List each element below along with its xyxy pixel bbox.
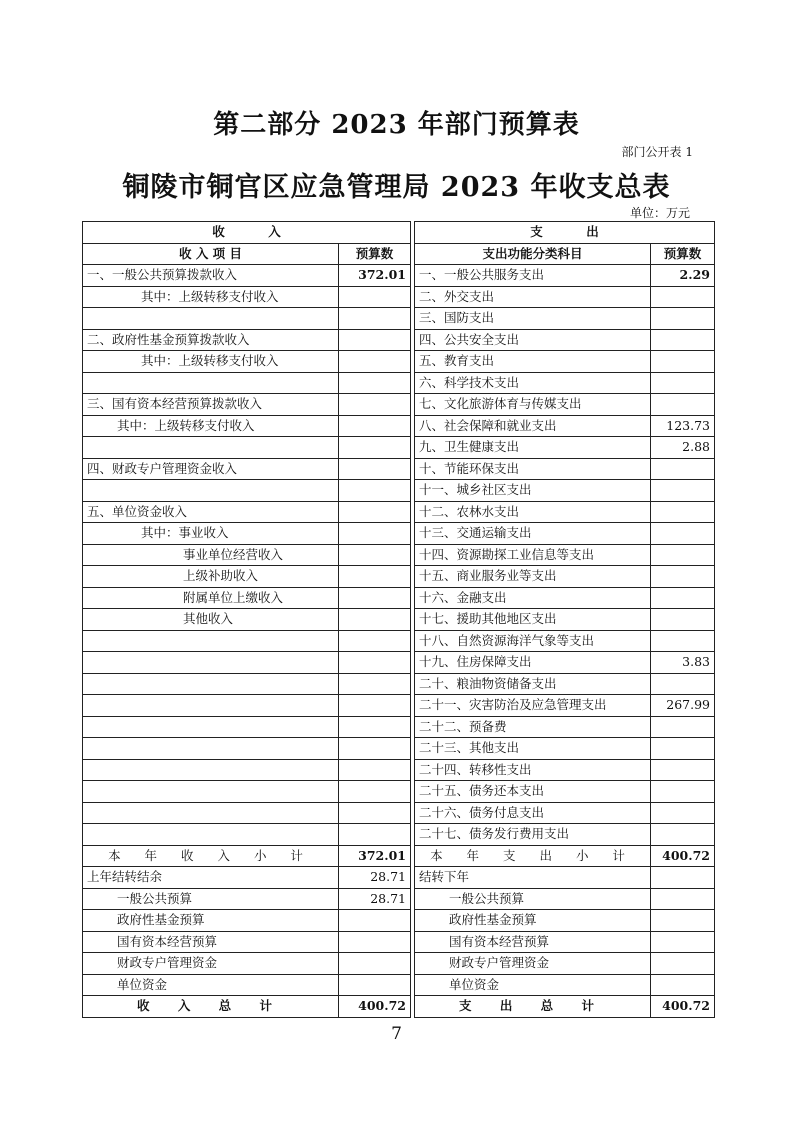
income-amount xyxy=(339,953,411,975)
expense-item: 五、教育支出 xyxy=(415,351,651,373)
income-amount xyxy=(339,910,411,932)
expense-item: 十四、资源勘探工业信息等支出 xyxy=(415,544,651,566)
expense-amount xyxy=(651,329,715,351)
table-row xyxy=(83,286,715,308)
total-row xyxy=(83,996,715,1018)
expense-amount xyxy=(651,372,715,394)
income-amount xyxy=(339,931,411,953)
expense-amount xyxy=(651,888,715,910)
income-item xyxy=(83,308,339,330)
expense-amount xyxy=(651,931,715,953)
income-item: 本 年 收 入 小 计 xyxy=(83,845,339,867)
income-item: 事业单位经营收入 xyxy=(83,544,339,566)
table-row xyxy=(83,544,715,566)
expense-item: 三、国防支出 xyxy=(415,308,651,330)
page-number: 7 xyxy=(391,1024,402,1044)
expense-amount xyxy=(651,974,715,996)
expense-amount xyxy=(651,802,715,824)
income-amount xyxy=(339,437,411,459)
expense-amount xyxy=(651,501,715,523)
income-item: 其中：事业收入 xyxy=(83,523,339,545)
expense-amount xyxy=(651,587,715,609)
carry-row xyxy=(83,910,715,932)
income-amount xyxy=(339,544,411,566)
income-amount: 28.71 xyxy=(339,888,411,910)
income-item xyxy=(83,738,339,760)
table-row xyxy=(83,609,715,631)
expense-item: 七、文化旅游体育与传媒支出 xyxy=(415,394,651,416)
table-row xyxy=(83,824,715,846)
expense-amount-header: 预算数 xyxy=(651,243,715,265)
income-item: 二、政府性基金预算拨款收入 xyxy=(83,329,339,351)
income-amount xyxy=(339,394,411,416)
carry-row xyxy=(83,931,715,953)
expense-amount: 123.73 xyxy=(651,415,715,437)
page-title: 铜陵市铜官区应急管理局 2023 年收支总表 xyxy=(122,172,671,203)
income-amount xyxy=(339,652,411,674)
income-item xyxy=(83,695,339,717)
income-amount xyxy=(339,759,411,781)
expense-amount xyxy=(651,953,715,975)
table-number: 部门公开表 1 xyxy=(621,145,693,159)
expense-item: 八、社会保障和就业支出 xyxy=(415,415,651,437)
income-header: 收 入 xyxy=(83,222,411,244)
expense-item: 一般公共预算 xyxy=(415,888,651,910)
income-amount xyxy=(339,566,411,588)
income-amount xyxy=(339,480,411,502)
income-item: 五、单位资金收入 xyxy=(83,501,339,523)
income-item xyxy=(83,437,339,459)
expense-item: 十一、城乡社区支出 xyxy=(415,480,651,502)
expense-item: 一、一般公共服务支出 xyxy=(415,265,651,287)
income-item: 其中：上级转移支付收入 xyxy=(83,286,339,308)
expense-item: 国有资本经营预算 xyxy=(415,931,651,953)
income-amount xyxy=(339,523,411,545)
income-amount xyxy=(339,415,411,437)
expense-header: 支 出 xyxy=(415,222,715,244)
income-item xyxy=(83,716,339,738)
income-item xyxy=(83,759,339,781)
income-item: 三、国有资本经营预算拨款收入 xyxy=(83,394,339,416)
table-row xyxy=(83,394,715,416)
expense-amount xyxy=(651,781,715,803)
table-row xyxy=(83,716,715,738)
table-row xyxy=(83,695,715,717)
income-item: 财政专户管理资金 xyxy=(83,953,339,975)
income-item xyxy=(83,673,339,695)
income-item: 政府性基金预算 xyxy=(83,910,339,932)
expense-item: 十、节能环保支出 xyxy=(415,458,651,480)
expense-item-header: 支出功能分类科目 xyxy=(415,243,651,265)
expense-item: 六、科学技术支出 xyxy=(415,372,651,394)
income-item: 其中：上级转移支付收入 xyxy=(83,351,339,373)
income-item xyxy=(83,480,339,502)
expense-item: 二十七、债务发行费用支出 xyxy=(415,824,651,846)
carry-row xyxy=(83,953,715,975)
expense-amount xyxy=(651,523,715,545)
expense-amount: 267.99 xyxy=(651,695,715,717)
income-item: 上级补助收入 xyxy=(83,566,339,588)
carry-row xyxy=(83,888,715,910)
expense-item: 十三、交通运输支出 xyxy=(415,523,651,545)
table-row xyxy=(83,802,715,824)
expense-item: 单位资金 xyxy=(415,974,651,996)
expense-amount xyxy=(651,480,715,502)
expense-amount xyxy=(651,673,715,695)
income-item xyxy=(83,802,339,824)
income-amount xyxy=(339,372,411,394)
table-row xyxy=(83,415,715,437)
table-row xyxy=(83,501,715,523)
income-amount xyxy=(339,351,411,373)
expense-amount xyxy=(651,394,715,416)
expense-amount xyxy=(651,308,715,330)
table-subheader-row xyxy=(83,243,715,265)
expense-item: 十八、自然资源海洋气象等支出 xyxy=(415,630,651,652)
expense-item: 四、公共安全支出 xyxy=(415,329,651,351)
income-amount xyxy=(339,329,411,351)
table-row xyxy=(83,351,715,373)
expense-amount xyxy=(651,458,715,480)
carry-row xyxy=(83,974,715,996)
expense-amount: 2.29 xyxy=(651,265,715,287)
subtotal-row xyxy=(83,845,715,867)
expense-item: 十六、金融支出 xyxy=(415,587,651,609)
income-item xyxy=(83,630,339,652)
income-amount: 372.01 xyxy=(339,845,411,867)
income-item xyxy=(83,652,339,674)
income-item xyxy=(83,824,339,846)
income-item: 单位资金 xyxy=(83,974,339,996)
income-item-header: 收 入 项 目 xyxy=(83,243,339,265)
income-amount xyxy=(339,695,411,717)
part-title: 第二部分 2023 年部门预算表 xyxy=(213,110,580,140)
table-row xyxy=(83,329,715,351)
income-item: 国有资本经营预算 xyxy=(83,931,339,953)
income-item: 其中：上级转移支付收入 xyxy=(83,415,339,437)
income-amount-header: 预算数 xyxy=(339,243,411,265)
income-item: 收 入 总 计 xyxy=(83,996,339,1018)
income-amount xyxy=(339,501,411,523)
income-amount xyxy=(339,716,411,738)
expense-amount: 2.88 xyxy=(651,437,715,459)
expense-amount: 3.83 xyxy=(651,652,715,674)
expense-amount xyxy=(651,351,715,373)
income-item xyxy=(83,781,339,803)
income-item: 一、一般公共预算拨款收入 xyxy=(83,265,339,287)
table-row xyxy=(83,759,715,781)
expense-item: 二十五、债务还本支出 xyxy=(415,781,651,803)
income-item: 其他收入 xyxy=(83,609,339,631)
expense-amount: 400.72 xyxy=(651,845,715,867)
income-amount xyxy=(339,609,411,631)
income-amount: 372.01 xyxy=(339,265,411,287)
income-item: 一般公共预算 xyxy=(83,888,339,910)
expense-item: 二十二、预备费 xyxy=(415,716,651,738)
income-item: 附属单位上缴收入 xyxy=(83,587,339,609)
table-row xyxy=(83,587,715,609)
expense-item: 十九、住房保障支出 xyxy=(415,652,651,674)
expense-item: 十七、援助其他地区支出 xyxy=(415,609,651,631)
expense-item: 二十四、转移性支出 xyxy=(415,759,651,781)
expense-item: 结转下年 xyxy=(415,867,651,889)
expense-item: 十五、商业服务业等支出 xyxy=(415,566,651,588)
table-row xyxy=(83,673,715,695)
expense-item: 二、外交支出 xyxy=(415,286,651,308)
table-row xyxy=(83,523,715,545)
expense-item: 二十六、债务付息支出 xyxy=(415,802,651,824)
budget-table xyxy=(82,221,715,1018)
expense-amount xyxy=(651,759,715,781)
table-row xyxy=(83,566,715,588)
expense-amount xyxy=(651,566,715,588)
expense-amount xyxy=(651,867,715,889)
carry-row xyxy=(83,867,715,889)
table-row xyxy=(83,781,715,803)
unit-label: 单位：万元 xyxy=(629,206,690,220)
expense-item: 财政专户管理资金 xyxy=(415,953,651,975)
income-amount xyxy=(339,286,411,308)
income-item xyxy=(83,372,339,394)
table-row xyxy=(83,738,715,760)
table-row xyxy=(83,652,715,674)
table-row xyxy=(83,265,715,287)
expense-amount xyxy=(651,286,715,308)
expense-amount xyxy=(651,716,715,738)
income-amount xyxy=(339,458,411,480)
table-row xyxy=(83,308,715,330)
table-row xyxy=(83,480,715,502)
expense-item: 支 出 总 计 xyxy=(415,996,651,1018)
table-row xyxy=(83,630,715,652)
income-amount xyxy=(339,630,411,652)
table-row xyxy=(83,372,715,394)
expense-item: 二十一、灾害防治及应急管理支出 xyxy=(415,695,651,717)
expense-amount: 400.72 xyxy=(651,996,715,1018)
expense-amount xyxy=(651,824,715,846)
income-item: 上年结转结余 xyxy=(83,867,339,889)
income-amount xyxy=(339,781,411,803)
income-amount xyxy=(339,802,411,824)
expense-item: 本 年 支 出 小 计 xyxy=(415,845,651,867)
table-row xyxy=(83,458,715,480)
expense-amount xyxy=(651,910,715,932)
income-amount xyxy=(339,673,411,695)
income-amount xyxy=(339,587,411,609)
income-amount xyxy=(339,824,411,846)
income-amount xyxy=(339,738,411,760)
table-row xyxy=(83,437,715,459)
expense-amount xyxy=(651,738,715,760)
income-amount: 28.71 xyxy=(339,867,411,889)
income-amount: 400.72 xyxy=(339,996,411,1018)
expense-amount xyxy=(651,609,715,631)
expense-item: 十二、农林水支出 xyxy=(415,501,651,523)
table-header-row xyxy=(83,222,715,244)
income-item: 四、财政专户管理资金收入 xyxy=(83,458,339,480)
expense-item: 政府性基金预算 xyxy=(415,910,651,932)
income-amount xyxy=(339,308,411,330)
expense-item: 二十、粮油物资储备支出 xyxy=(415,673,651,695)
income-amount xyxy=(339,974,411,996)
expense-item: 九、卫生健康支出 xyxy=(415,437,651,459)
expense-amount xyxy=(651,544,715,566)
expense-item: 二十三、其他支出 xyxy=(415,738,651,760)
expense-amount xyxy=(651,630,715,652)
